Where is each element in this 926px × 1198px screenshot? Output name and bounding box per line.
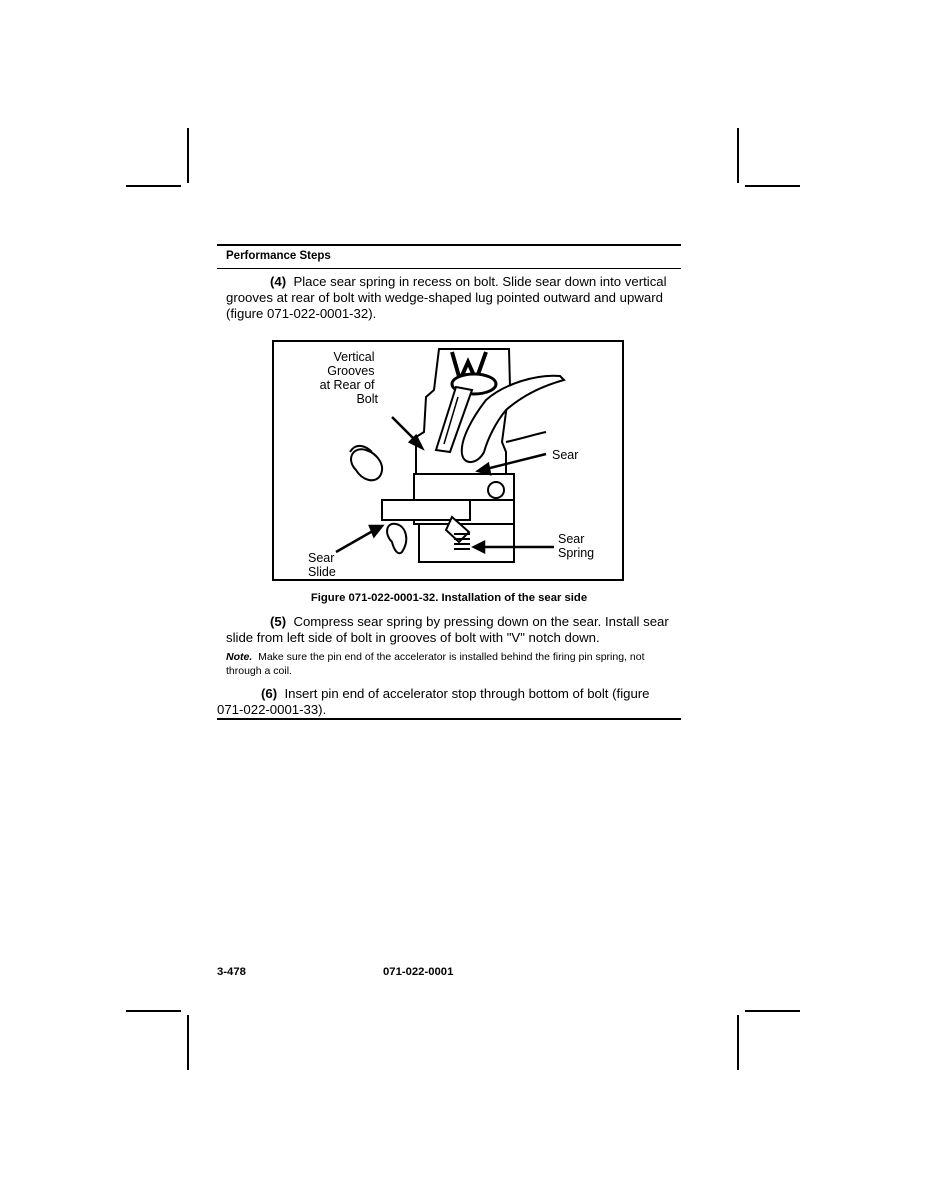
step-4 (226, 274, 676, 322)
label-sear-slide: Sear Slide (308, 551, 336, 579)
step-number: (4) (270, 274, 287, 289)
note-label: Note. (226, 651, 253, 663)
crop-mark-bottom-left-horizontal (126, 1010, 181, 1012)
left-finger-lower (387, 524, 406, 553)
section-bottom-rule (217, 718, 681, 720)
page-number: 3-478 (217, 966, 246, 978)
bolt-hole (488, 482, 504, 498)
section-header-top-rule (217, 244, 681, 246)
crop-mark-bottom-right-horizontal (745, 1010, 800, 1012)
figure-caption: Figure 071-022-0001-32. Installation of the sear side (310, 592, 588, 604)
section-header-bottom-rule (217, 268, 681, 269)
step-text: Compress sear spring by pressing down on the sear. Install sear slide from left side of bolt in grooves of bolt with "V" notch down. (226, 614, 669, 645)
crop-mark-top-left-horizontal (126, 185, 181, 187)
crop-mark-top-right-vertical (737, 128, 739, 183)
figure-illustration (272, 340, 624, 581)
arrow-sear-slide-head (370, 526, 382, 536)
step-text: Place sear spring in recess on bolt. Slide sear down into vertical grooves at rear of bolt with wedge-shaped lug pointed outward and upward (figure 071-022-0001-32). (226, 274, 667, 321)
step-5 (226, 614, 676, 646)
right-finger-lower (506, 432, 546, 442)
crop-mark-top-right-horizontal (745, 185, 800, 187)
label-vertical-grooves: Vertical Grooves at Rear of Bolt (319, 350, 378, 406)
label-sear: Sear (552, 448, 579, 462)
label-sear-spring: Sear Spring (558, 532, 595, 560)
note (226, 651, 676, 678)
task-number: 071-022-0001 (383, 966, 454, 978)
crop-mark-top-left-vertical (187, 128, 189, 183)
sear-installation-drawing (274, 342, 622, 579)
step-number: (5) (270, 614, 287, 629)
crop-mark-bottom-left-vertical (187, 1015, 189, 1070)
step-6 (217, 686, 677, 718)
step-text: Insert pin end of accelerator stop through bottom of bolt (figure 071-022-0001-33). (217, 686, 650, 717)
left-thumb (351, 449, 382, 480)
crop-mark-bottom-right-vertical (737, 1015, 739, 1070)
note-text: Make sure the pin end of the accelerator is installed behind the firing pin spring, not through a coil. (226, 651, 645, 677)
sear-slide-part (382, 500, 470, 520)
section-header: Performance Steps (226, 250, 331, 262)
step-number: (6) (261, 686, 278, 701)
